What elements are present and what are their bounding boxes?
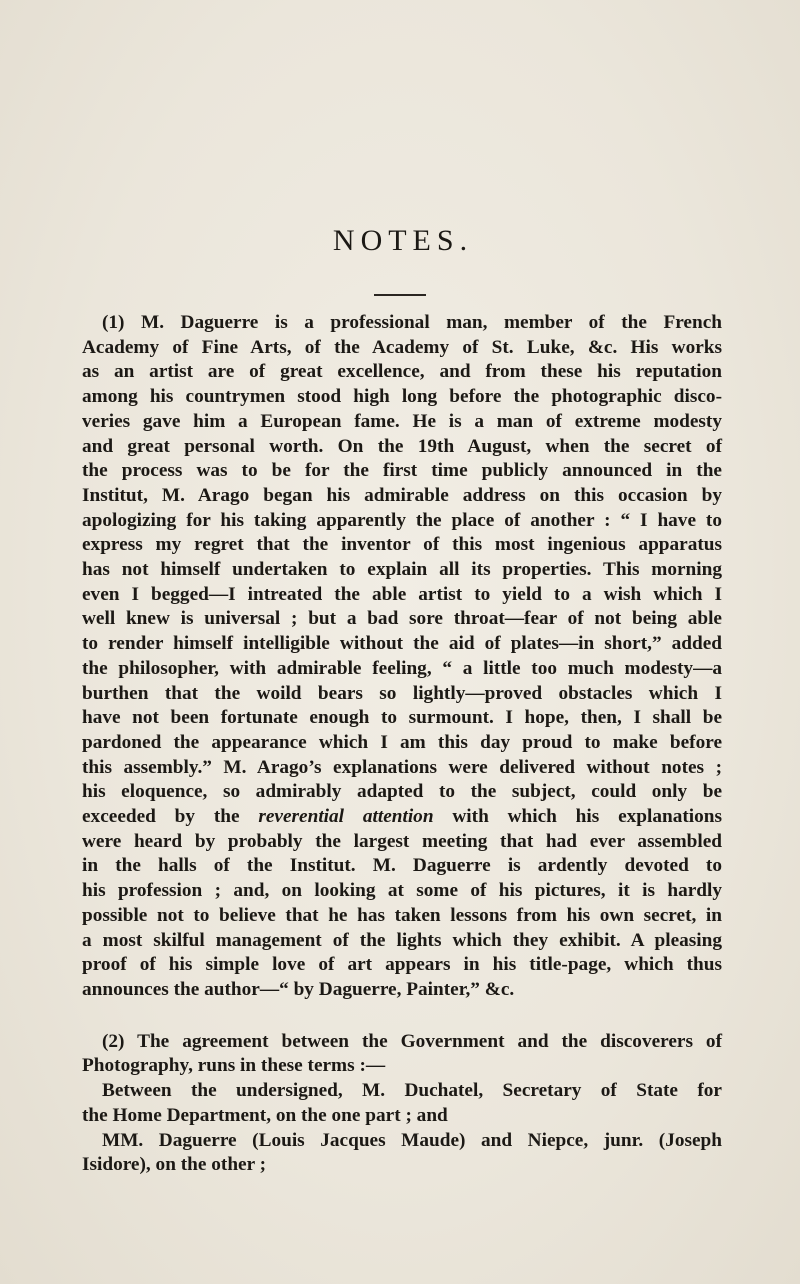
text-line: burthen that the woild bears so lightly—proved obstacles which I	[82, 682, 722, 704]
text-line: Photography, runs in these terms :—	[82, 1055, 386, 1077]
text-line: were heard by probably the largest meeting that had ever assembled	[82, 830, 722, 852]
note-2	[82, 1030, 722, 1178]
text-segment: exceeded by the	[82, 806, 259, 828]
emphasis-text: reverential attention	[258, 806, 434, 828]
text-line: among his countrymen stood high long before the photographic disco-	[82, 386, 722, 408]
text-line: the philosopher, with admirable feeling, “ a little too much modesty—a	[82, 657, 722, 679]
text-line: Institut, M. Arago began his admirable address on this occasion by	[82, 484, 722, 506]
text-line: (1) M. Daguerre is a professional man, member of the French	[102, 312, 722, 333]
heading-rule	[374, 294, 426, 296]
text-line: as an artist are of great excellence, and from these his reputation	[82, 361, 722, 383]
text-line: possible not to believe that he has taken lessons from his own secret, in	[82, 904, 722, 926]
text-line: the Home Department, on the one part ; and	[82, 1104, 448, 1126]
page-heading: NOTES.	[332, 224, 474, 257]
text-line: Between the undersigned, M. Duchatel, Secretary of State for	[102, 1080, 722, 1102]
text-line: have not been fortunate enough to surmount. I hope, then, I shall be	[82, 707, 722, 729]
text-line: express my regret that the inventor of this most ingenious apparatus	[82, 534, 722, 556]
text-line: apologizing for his taking apparently the place of another : “ I have to	[82, 509, 722, 531]
text-line-with-emphasis	[82, 805, 722, 830]
notes-body	[82, 311, 722, 1178]
text-line: the process was to be for the first time publicly announced in the	[82, 460, 722, 482]
text-line: proof of his simple love of art appears in his title-page, which thus	[82, 954, 722, 976]
text-line: and great personal worth. On the 19th August, when the secret of	[82, 435, 722, 457]
text-line: his profession ; and, on looking at some of his pictures, it is hardly	[82, 880, 722, 902]
note-1	[82, 311, 722, 1003]
text-line: to render himself intelligible without the aid of plates—in short,” added	[82, 633, 722, 655]
paragraph-gap	[82, 1003, 722, 1030]
text-line: MM. Daguerre (Louis Jacques Maude) and Niepce, junr. (Joseph	[102, 1129, 722, 1151]
text-line: Academy of Fine Arts, of the Academy of St. Luke, &c. His works	[82, 336, 722, 358]
text-line: pardoned the appearance which I am this day proud to make before	[82, 731, 722, 753]
text-line: even I begged—I intreated the able artist to yield to a wish which I	[82, 583, 722, 605]
text-line: a most skilful management of the lights which they exhibit. A pleasing	[82, 929, 722, 951]
text-line: this assembly.” M. Arago’s explanations were delivered without notes ;	[82, 756, 722, 778]
text-line: veries gave him a European fame. He is a man of extreme modesty	[82, 410, 722, 432]
text-line: Isidore), on the other ;	[82, 1154, 267, 1176]
text-line: well knew is universal ; but a bad sore throat—fear of not being able	[82, 608, 722, 630]
text-line: has not himself undertaken to explain all its properties. This morning	[82, 559, 722, 581]
text-line: in the halls of the Institut. M. Daguerre is ardently devoted to	[82, 855, 722, 877]
text-line: announces the author—“ by Daguerre, Painter,” &c.	[82, 978, 515, 1000]
text-line: his eloquence, so admirably adapted to the subject, could only be	[82, 781, 722, 803]
text-segment: with which his explanations	[433, 806, 722, 828]
text-line: (2) The agreement between the Government and the discoverers of	[102, 1030, 722, 1052]
